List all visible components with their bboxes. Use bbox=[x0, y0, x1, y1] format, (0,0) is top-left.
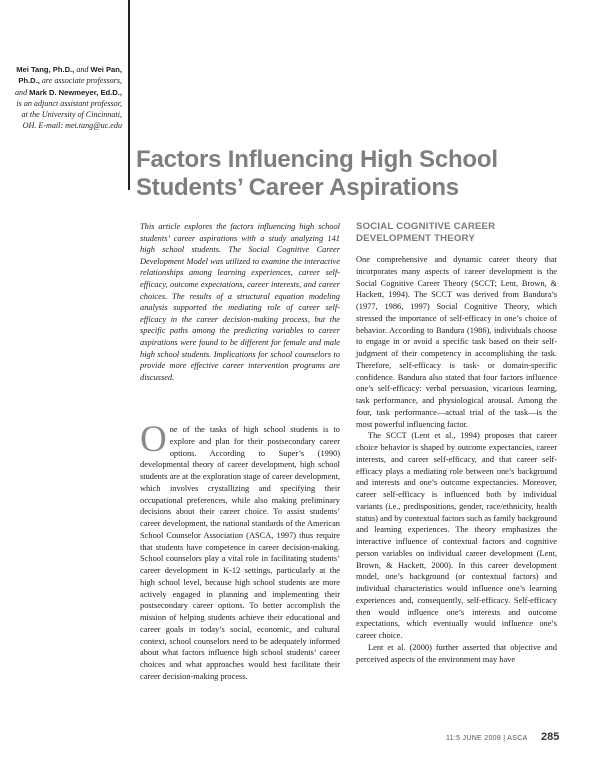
intro-text: ne of the tasks of high school students is to explore and plan for their postsecondary career options. According to Super’s (1990) developmental theory of career development, high school students are at the exploration stage of career development, which involves crystallizing and specifying their occupational preferences, while also making preliminary decisions about their career choice. To assist students’ career development, the national standards of the American School Counselor Association (ASCA, 1997) thus require that students have competence in career decision-making. School counselors play a vital role in facilitating students’ career development in K-12 settings, particularly at the high school level, because high school students are more actively engaged in planning and implementing their postsecondary career options. To better accomplish the mission of helping students achieve their educational and career goals in today’s social, economic, and cultural context, school counselors need to be adequately informed about what factors influence high school students’ career choices and what approaches would best facilitate their career decision-making process. bbox=[140, 425, 340, 681]
intro-paragraph bbox=[140, 419, 340, 683]
author-notes bbox=[12, 64, 122, 132]
author-name-1: Mei Tang, Ph.D., bbox=[16, 65, 75, 74]
section-heading bbox=[356, 221, 556, 244]
author-name-3: Mark D. Newmeyer, Ed.D., bbox=[29, 87, 122, 97]
vertical-rule bbox=[128, 0, 130, 190]
author-name-2: Wei Pan, Ph.D., bbox=[18, 65, 122, 86]
author-conjunction: and bbox=[76, 65, 89, 74]
article-title bbox=[136, 146, 576, 202]
drop-cap: O bbox=[140, 419, 167, 460]
section-heading-line-1: SOCIAL COGNITIVE CAREER bbox=[356, 221, 496, 232]
author-role-2: is an adjunct assistant professor, at the University of Cincinnati, OH. E-mail: mei.tang@uc.edu bbox=[16, 98, 122, 131]
abstract: This article explores the factors influencing high school students’ career aspirations with a study analyzing 141 high school students. The Social Cognitive Career Development Model was utilized to examine the interactive relationships among learning experiences, career self-efficacy, outcome expectations, career interests, and career choices. The results of a structural equation modeling analysis supported the mediating role of career self-efficacy in the career decision-making process, but the specific paths among the predicting variables to career aspirations were found to be different for female and male high school students. Implications for school counselors to provide more effective career intervention programs are discussed. bbox=[140, 222, 340, 382]
section-body bbox=[356, 254, 557, 665]
page-number: 285 bbox=[541, 731, 560, 743]
section-paragraph-2: The SCCT (Lent et al., 1994) proposes that career choice behavior is shaped by outcome expectancies, career interests, and career self-efficacy, and that career self-efficacy plays a mediating role between one’s background and interests and one’s outcome expectancies. Moreover, career self-efficacy is influenced both by individual variants (i.e., predispositions, gender, race/ethnicity, health status) and by contextual factors such as family background and learning experiences. The theory emphasizes the interactive influence of contextual factors and cognitive person variables on individual career development (Lent, Brown, & Hackett, 2000). In this career development model, one’s background (or contextual factors) and individual characteristics would influence one’s learning experiences and, consequently, self-efficacy. Self-efficacy then would influence one’s interests and outcome expectations, which eventually would influence one’s career choice. bbox=[356, 431, 557, 640]
journal-footer: 11:5 JUNE 2008 | ASCA bbox=[446, 735, 528, 742]
section-paragraph-1: One comprehensive and dynamic career theory that incorporates many aspects of career development is the Social Cognitive Career Theory (SCCT; Lent, Brown, & Hackett, 1994). The SCCT was derived from Bandura’s (1977, 1986, 1997) Social Cognitive Theory, which stressed the importance of self-efficacy in one’s choice of behavior. According to Bandura (1986), individuals choose to engage in or avoid a specific task based on their self-judgment of their competency in accomplishing the task. Therefore, self-efficacy is task- or domain-specific confidence. Bandura also stated that four factors influence one’s self-efficacy: verbal persuasion, vicarious learning, task performance, and physiological arousal. Among the four, task performance—actual trial of the task—is the most powerful influencing factor. bbox=[356, 255, 557, 429]
title-line-1: Factors Influencing High School bbox=[136, 146, 498, 173]
title-line-2: Students’ Career Aspirations bbox=[136, 174, 459, 201]
author-role-1: are associate professors, and bbox=[14, 76, 122, 97]
section-paragraph-3: Lent et al. (2000) further asserted that objective and perceived aspects of the environment may have bbox=[356, 642, 557, 664]
section-heading-line-2: DEVELOPMENT THEORY bbox=[356, 232, 475, 244]
